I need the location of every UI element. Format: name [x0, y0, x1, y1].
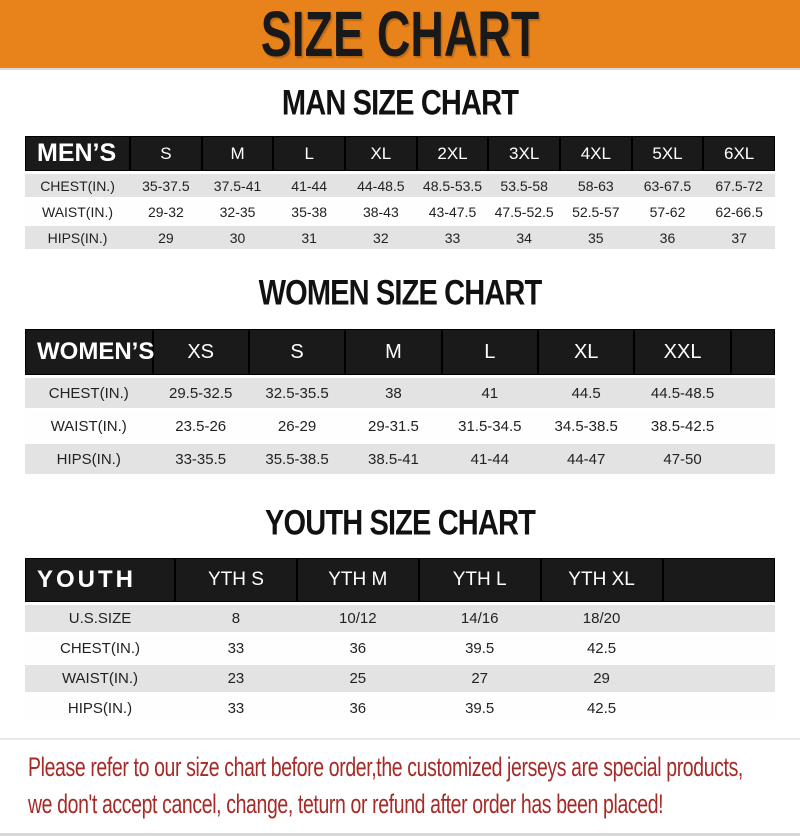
row-label: HIPS(IN.) [25, 695, 175, 722]
size-value: 42.5 [541, 695, 663, 722]
size-value: 32 [345, 226, 417, 249]
size-value: 32-35 [202, 200, 274, 223]
size-value: 23.5-26 [153, 411, 249, 441]
column-header: M [345, 329, 441, 375]
column-header: YTH S [175, 558, 297, 602]
size-value: 47-50 [634, 444, 730, 474]
table-row [25, 378, 775, 408]
size-value: 42.5 [541, 635, 663, 662]
table-header-row [25, 329, 775, 375]
size-value: 27 [419, 665, 541, 692]
men-size-section [0, 82, 800, 252]
disclaimer-line-2: we don't accept cancel, change, teturn or refund after order has been placed! [28, 789, 664, 819]
size-value: 39.5 [419, 695, 541, 722]
size-value: 41 [442, 378, 538, 408]
size-value: 29.5-32.5 [153, 378, 249, 408]
size-value: 32.5-35.5 [249, 378, 345, 408]
size-value: 33 [175, 635, 297, 662]
column-header: 6XL [703, 136, 775, 171]
size-value: 44-48.5 [345, 174, 417, 197]
size-value: 48.5-53.5 [417, 174, 489, 197]
column-header: XS [153, 329, 249, 375]
column-header: 4XL [560, 136, 632, 171]
youth-size-section [0, 502, 800, 725]
size-value: 33 [175, 695, 297, 722]
size-value: 29 [130, 226, 202, 249]
column-header: S [130, 136, 202, 171]
table-row [25, 635, 775, 662]
blank-cell [663, 665, 776, 692]
youth-section-heading: YOUTH SIZE CHART [265, 502, 535, 543]
column-header: M [202, 136, 274, 171]
size-value: 63-67.5 [632, 174, 704, 197]
size-value: 39.5 [419, 635, 541, 662]
blank-cell [663, 605, 776, 632]
size-value: 31.5-34.5 [442, 411, 538, 441]
column-header: XL [345, 136, 417, 171]
size-value: 53.5-58 [488, 174, 560, 197]
column-header: XXL [634, 329, 730, 375]
size-value: 35-38 [273, 200, 345, 223]
size-value: 29 [541, 665, 663, 692]
size-value: 62-66.5 [703, 200, 775, 223]
table-row [25, 174, 775, 197]
column-header: 5XL [632, 136, 704, 171]
table-header-row [25, 136, 775, 171]
youth-size-table [25, 555, 775, 725]
column-header: S [249, 329, 345, 375]
size-value: 36 [297, 635, 419, 662]
size-value: 67.5-72 [703, 174, 775, 197]
column-header: YTH L [419, 558, 541, 602]
blank-cell [731, 378, 775, 408]
table-row [25, 444, 775, 474]
column-header: L [442, 329, 538, 375]
column-header: 3XL [488, 136, 560, 171]
row-label: WAIST(IN.) [25, 665, 175, 692]
blank-cell [663, 695, 776, 722]
table-corner-label: YOUTH [25, 558, 175, 602]
size-value: 33 [417, 226, 489, 249]
size-value: 43-47.5 [417, 200, 489, 223]
row-label: U.S.SIZE [25, 605, 175, 632]
size-value: 47.5-52.5 [488, 200, 560, 223]
size-value: 23 [175, 665, 297, 692]
size-value: 38-43 [345, 200, 417, 223]
size-chart-banner [0, 0, 800, 70]
size-value: 58-63 [560, 174, 632, 197]
disclaimer-line-1: Please refer to our size chart before order,the customized jerseys are special products, [28, 752, 743, 782]
table-row [25, 665, 775, 692]
table-row [25, 226, 775, 249]
size-value: 25 [297, 665, 419, 692]
size-value: 35-37.5 [130, 174, 202, 197]
row-label: HIPS(IN.) [25, 444, 153, 474]
size-value: 38.5-41 [345, 444, 441, 474]
blank-cell [731, 411, 775, 441]
size-value: 14/16 [419, 605, 541, 632]
column-header: YTH M [297, 558, 419, 602]
men-size-table [25, 133, 775, 252]
column-header-blank [663, 558, 776, 602]
page-title: SIZE CHART [260, 0, 540, 70]
size-value: 8 [175, 605, 297, 632]
column-header: 2XL [417, 136, 489, 171]
size-value: 41-44 [442, 444, 538, 474]
blank-cell [731, 444, 775, 474]
row-label: CHEST(IN.) [25, 378, 153, 408]
women-size-table [25, 326, 775, 477]
size-value: 18/20 [541, 605, 663, 632]
table-row [25, 411, 775, 441]
size-value: 29-31.5 [345, 411, 441, 441]
row-label: WAIST(IN.) [25, 411, 153, 441]
size-value: 29-32 [130, 200, 202, 223]
size-value: 44.5 [538, 378, 634, 408]
size-value: 36 [632, 226, 704, 249]
size-value: 36 [297, 695, 419, 722]
size-value: 26-29 [249, 411, 345, 441]
size-value: 35.5-38.5 [249, 444, 345, 474]
table-header-row [25, 558, 775, 602]
table-corner-label: WOMEN’S [25, 329, 153, 375]
table-row [25, 200, 775, 223]
size-value: 52.5-57 [560, 200, 632, 223]
size-value: 34 [488, 226, 560, 249]
women-size-section [0, 272, 800, 477]
blank-cell [663, 635, 776, 662]
table-row [25, 695, 775, 722]
size-value: 37.5-41 [202, 174, 274, 197]
size-value: 34.5-38.5 [538, 411, 634, 441]
size-value: 35 [560, 226, 632, 249]
row-label: CHEST(IN.) [25, 635, 175, 662]
order-disclaimer [0, 738, 800, 836]
size-value: 38 [345, 378, 441, 408]
row-label: HIPS(IN.) [25, 226, 130, 249]
size-value: 44.5-48.5 [634, 378, 730, 408]
size-value: 41-44 [273, 174, 345, 197]
column-header: YTH XL [541, 558, 663, 602]
size-value: 44-47 [538, 444, 634, 474]
size-value: 31 [273, 226, 345, 249]
table-corner-label: MEN’S [25, 136, 130, 171]
column-header: L [273, 136, 345, 171]
column-header-blank [731, 329, 775, 375]
men-section-heading: MAN SIZE CHART [281, 82, 519, 123]
row-label: CHEST(IN.) [25, 174, 130, 197]
column-header: XL [538, 329, 634, 375]
table-row [25, 605, 775, 632]
row-label: WAIST(IN.) [25, 200, 130, 223]
size-value: 33-35.5 [153, 444, 249, 474]
size-value: 57-62 [632, 200, 704, 223]
women-section-heading: WOMEN SIZE CHART [258, 272, 542, 313]
size-value: 37 [703, 226, 775, 249]
size-value: 10/12 [297, 605, 419, 632]
size-value: 38.5-42.5 [634, 411, 730, 441]
size-value: 30 [202, 226, 274, 249]
